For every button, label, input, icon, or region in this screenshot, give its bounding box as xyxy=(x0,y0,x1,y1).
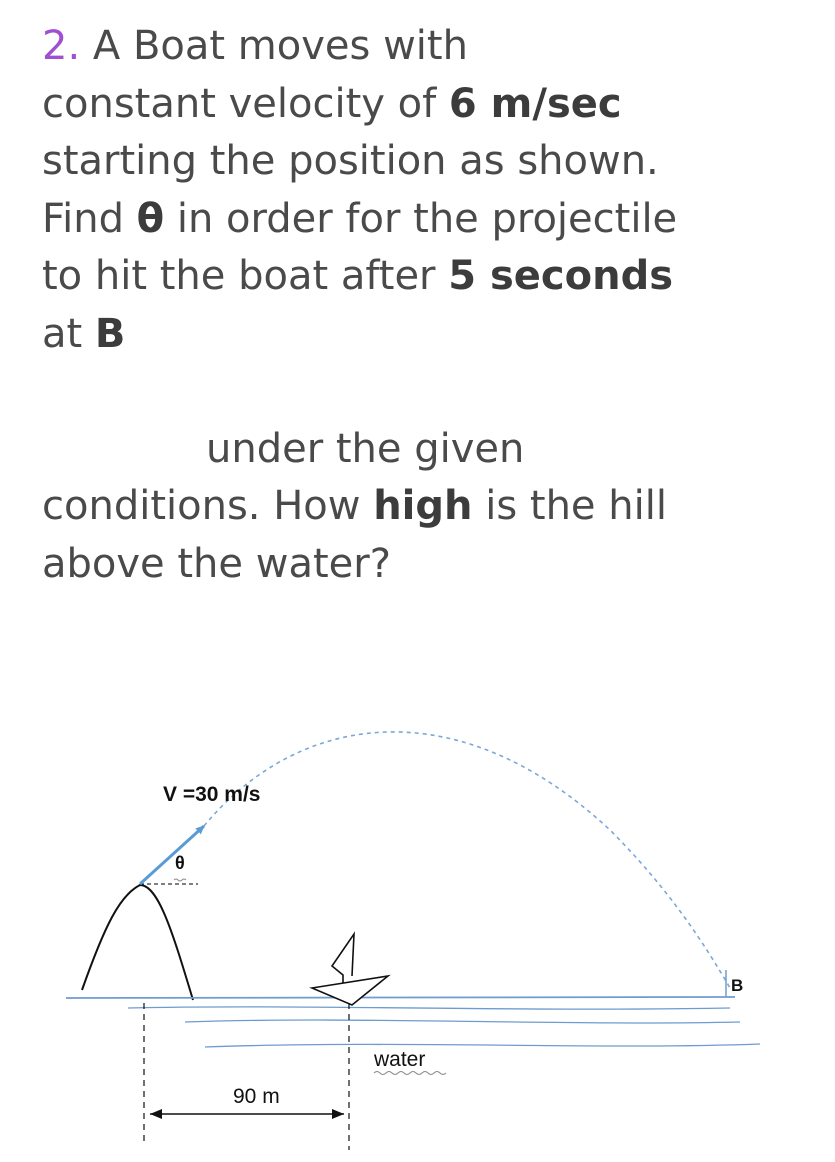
problem-line-8-text: conditions. How xyxy=(42,483,374,529)
problem-line-8-rest: is the hill xyxy=(472,483,667,529)
time-value: 5 seconds xyxy=(448,253,674,299)
high-word: high xyxy=(373,483,473,529)
wave-line-1 xyxy=(128,1007,730,1009)
problem-line-4-text: Find xyxy=(42,195,137,242)
problem-line-5 xyxy=(42,248,822,306)
projectile-diagram xyxy=(0,700,835,1162)
problem-line-2 xyxy=(42,76,822,134)
angle-mark xyxy=(174,879,186,881)
theta-label: θ xyxy=(175,853,185,873)
problem-line-4-rest: in order for the projectile xyxy=(164,195,678,242)
water-label-underline xyxy=(374,1072,446,1075)
hill-outline xyxy=(82,885,193,1000)
problem-line-3: starting the position as shown. xyxy=(42,138,659,184)
problem-line-7: under the given xyxy=(206,425,525,472)
problem-number: 2. xyxy=(42,23,81,69)
boat-sail xyxy=(332,934,354,983)
velocity-label: V =30 m/s xyxy=(163,783,261,806)
boat-hull xyxy=(312,976,388,1005)
problem-line-6-text: at xyxy=(42,310,95,357)
problem-text xyxy=(42,18,822,593)
wave-line-3 xyxy=(205,1044,760,1047)
wave-line-2 xyxy=(185,1020,740,1023)
water-label: water xyxy=(374,1048,426,1071)
trajectory-path xyxy=(204,732,730,988)
point-b-label: B xyxy=(731,976,744,995)
velocity-value: 6 m/sec xyxy=(448,80,622,127)
problem-line-9: above the water? xyxy=(42,540,391,587)
water-surface-line xyxy=(66,997,735,998)
distance-label: 90 m xyxy=(233,1085,280,1108)
problem-line-1-text: A Boat moves with xyxy=(80,23,468,69)
theta-symbol: θ xyxy=(136,195,165,242)
problem-line-1 xyxy=(42,18,822,76)
problem-line-5-text: to hit the boat after xyxy=(42,253,449,299)
point-b: B xyxy=(94,310,126,357)
blank-line xyxy=(42,363,822,421)
problem-line-6 xyxy=(42,306,822,364)
velocity-vector-arrow xyxy=(140,826,204,884)
problem-line-8 xyxy=(42,478,822,536)
problem-line-4 xyxy=(42,191,822,249)
problem-line-2-text: constant velocity of xyxy=(42,80,449,127)
